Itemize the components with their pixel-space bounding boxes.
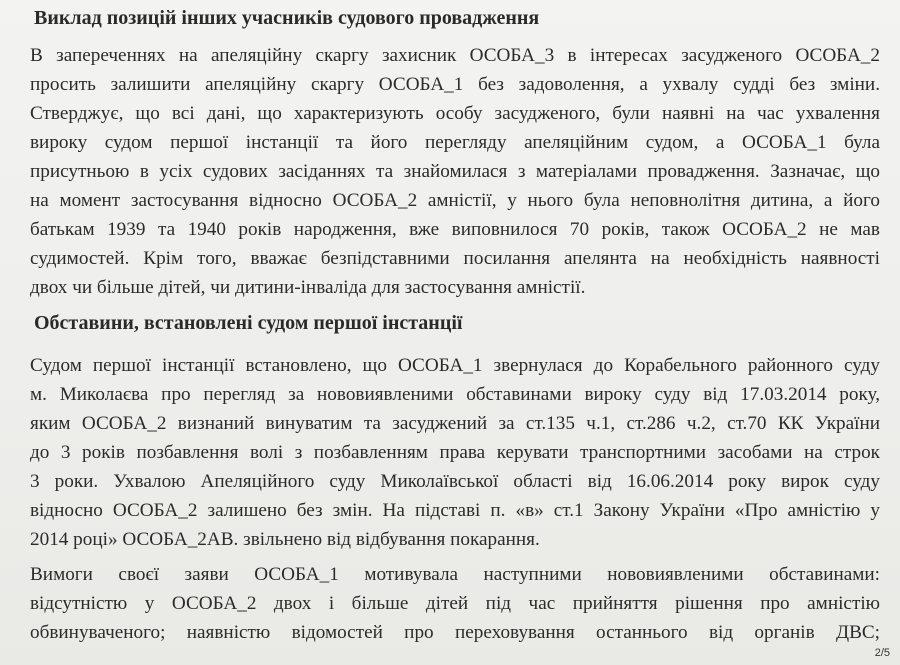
paragraph-line: яким ОСОБА_2 визнаний винуватим та засуджений за ст.135 ч.1, ст.286 ч.2, ст.70 КК України <box>30 413 880 434</box>
paragraph-line: двох чи більше дітей, чи дитини-інваліда для застосування амністії. <box>30 277 586 298</box>
section-heading-positions: Виклад позицій інших учасників судового провадження <box>34 7 540 29</box>
paragraph-line: вироку судом першої інстанції та його перегляду апеляційним судом, а ОСОБА_1 була <box>30 132 880 153</box>
paragraph-line: батькам 1939 та 1940 років народження, вже виповнилося 70 років, також ОСОБА_2 не мав <box>30 219 880 240</box>
paragraph-objections <box>30 41 880 302</box>
paragraph-line: просить залишити апеляційну скаргу ОСОБА_1 без задоволення, а ухвалу судді без зміни. <box>30 74 880 95</box>
paragraph-line: Вимоги своєї заяви ОСОБА_1 мотивувала наступними нововиявленими обставинами: <box>30 564 880 585</box>
paragraph-established-facts <box>30 351 880 554</box>
paragraph-line: на момент застосування відносно ОСОБА_2 амністії, у нього була неповнолітня дитина, а його <box>30 190 880 211</box>
paragraph-line: 2014 році» ОСОБА_2АВ. звільнено від відбування покарання. <box>30 529 540 550</box>
page-number: 2/5 <box>874 647 890 659</box>
paragraph-claims <box>30 560 880 647</box>
paragraph-line: присутньою в усіх судових засіданнях та знайомилася з матеріалами провадження. Зазначає, що <box>30 161 880 182</box>
paragraph-line: м. Миколаєва про перегляд за нововиявленими обставинами вироку суду від 17.03.2014 року, <box>30 384 880 405</box>
paragraph-line: В запереченнях на апеляційну скаргу захисник ОСОБА_3 в інтересах засудженого ОСОБА_2 <box>30 45 880 66</box>
paragraph-line: 3 роки. Ухвалою Апеляційного суду Миколаївської області від 16.06.2014 року вирок суду <box>30 471 880 492</box>
section-heading-circumstances: Обставини, встановлені судом першої інстанції <box>34 312 463 334</box>
paragraph-line: Стверджує, що всі дані, що характеризують особу засудженого, були наявні на час ухвалення <box>30 103 880 124</box>
paragraph-line: судимостей. Крім того, вважає безпідставними посилання апелянта на необхідність наявності <box>30 248 880 269</box>
paragraph-line: Судом першої інстанції встановлено, що ОСОБА_1 звернулася до Корабельного районного суду <box>30 355 880 376</box>
paragraph-line: відносно ОСОБА_2 залишено без змін. На підставі п. «в» ст.1 Закону України «Про амністію у <box>30 500 880 521</box>
paragraph-line: обвинуваченого; наявністю відомостей про переховування останнього від органів ДВС; <box>30 622 880 643</box>
paragraph-line: до 3 років позбавлення волі з позбавленням права керувати транспортними засобами на строк <box>30 442 880 463</box>
paragraph-line: відсутністю у ОСОБА_2 двох і більше дітей під час прийняття рішення про амністію <box>30 593 880 614</box>
